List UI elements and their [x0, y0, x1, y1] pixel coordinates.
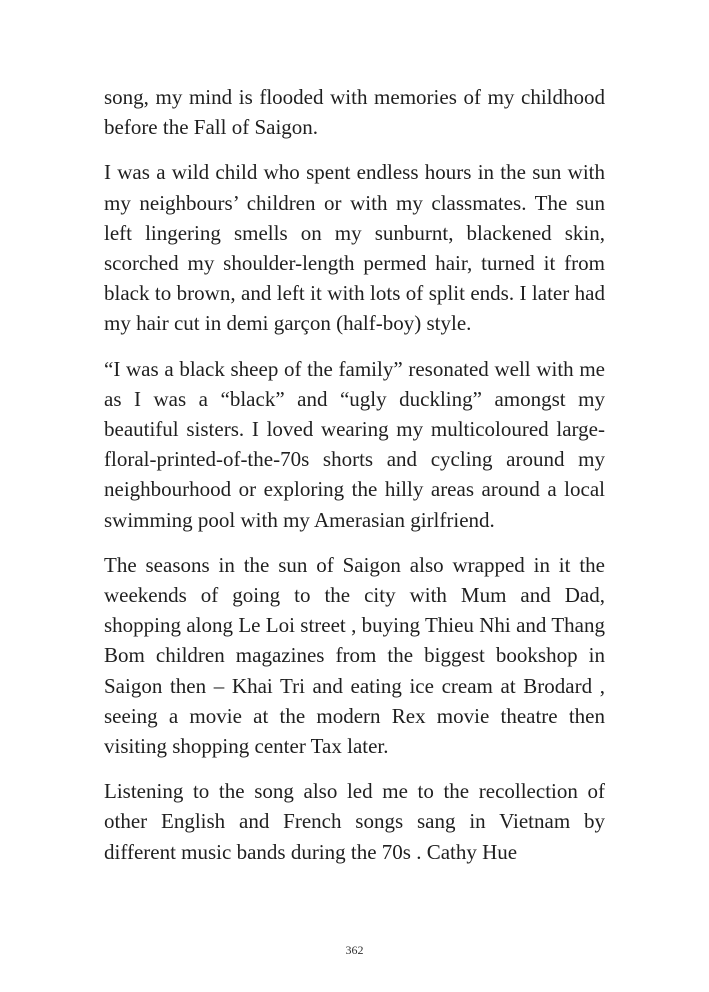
body-text — [104, 82, 605, 882]
paragraph-3: “I was a black sheep of the family” resonated well with me as I was a “black” and “ugly duckling” amongst my beautiful sisters. I loved wearing my multicoloured large-floral-printed-of-the-70s shorts and cycling around my neighbourhood or exploring the hilly areas around a local swimming pool with my Amerasian girlfriend. — [104, 356, 605, 532]
page-number: 362 — [345, 943, 364, 957]
paragraph-2: I was a wild child who spent endless hours in the sun with my neighbours’ children or with my classmates. The sun left lingering smells on my sunburnt, blackened skin, scorched my shoulder-length permed hair, turned it from black to brown, and left it with lots of split ends. I later had my hair cut in demi garçon (half-boy) style. — [104, 160, 605, 336]
paragraph-1: song, my mind is flooded with memories of my childhood before the Fall of Saigon. — [104, 85, 605, 140]
paragraph-4: The seasons in the sun of Saigon also wrapped in it the weekends of going to the city with Mum and Dad, shopping along Le Loi street , buying Thieu Nhi and Thang Bom children magazines from the biggest bookshop in Saigon then – Khai Tri and eating ice cream at Brodard , seeing a movie at the modern Rex movie theatre then visiting shopping center Tax later. — [104, 552, 605, 759]
paragraph-5: Listening to the song also led me to the recollection of other English and French songs sang in Vietnam by different music bands during the 70s . Cathy Hue — [104, 779, 605, 864]
